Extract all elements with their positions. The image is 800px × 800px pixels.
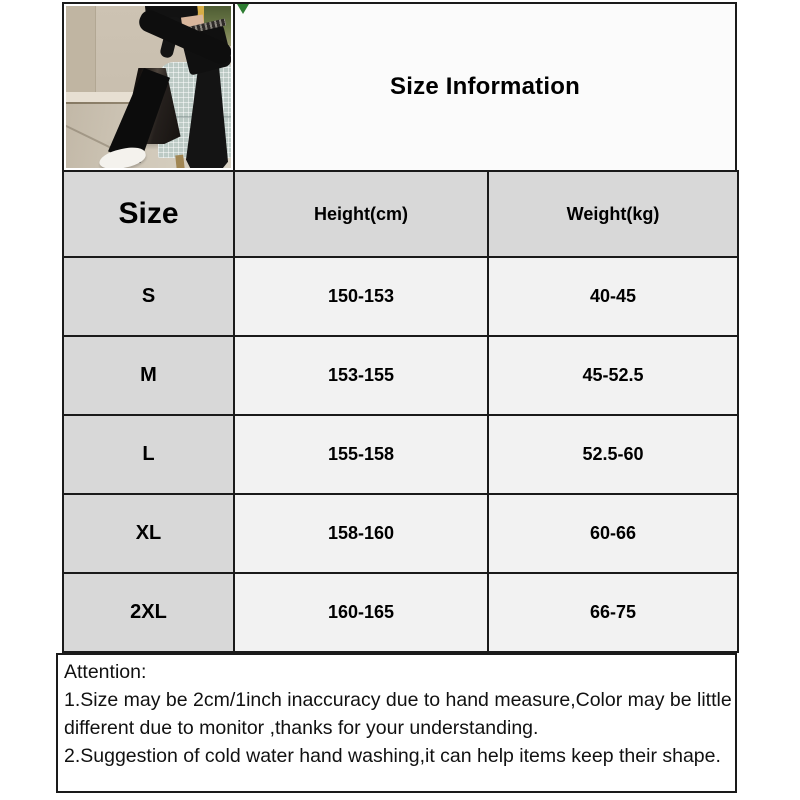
height-cell: 153-155 <box>234 336 488 415</box>
column-header-weight: Weight(kg) <box>488 171 738 257</box>
table-row-s <box>63 257 738 336</box>
weight-cell: 52.5-60 <box>488 415 738 494</box>
table-header-row <box>63 171 738 257</box>
product-photo <box>62 2 235 172</box>
size-cell: XL <box>63 494 234 573</box>
attention-box <box>56 653 737 793</box>
table-row-l <box>63 415 738 494</box>
size-cell: S <box>63 257 234 336</box>
page-title: Size Information <box>390 73 580 100</box>
weight-cell: 45-52.5 <box>488 336 738 415</box>
table-row-m <box>63 336 738 415</box>
size-cell: 2XL <box>63 573 234 652</box>
green-corner-triangle-icon <box>237 4 249 14</box>
weight-cell: 40-45 <box>488 257 738 336</box>
weight-cell: 66-75 <box>488 573 738 652</box>
attention-line: 2.Suggestion of cold water hand washing,it can help items keep their shape. <box>64 745 721 767</box>
column-header-size: Size <box>63 171 234 257</box>
attention-line: different due to monitor ,thanks for your understanding. <box>64 717 539 739</box>
table-row-xl <box>63 494 738 573</box>
table-row-2xl <box>63 573 738 652</box>
title-panel <box>233 2 737 172</box>
column-header-height: Height(cm) <box>234 171 488 257</box>
height-cell: 150-153 <box>234 257 488 336</box>
wall-panel <box>66 6 96 106</box>
weight-cell: 60-66 <box>488 494 738 573</box>
size-cell: L <box>63 415 234 494</box>
height-cell: 155-158 <box>234 415 488 494</box>
height-cell: 158-160 <box>234 494 488 573</box>
attention-line: 1.Size may be 2cm/1inch inaccuracy due to hand measure,Color may be little <box>64 689 732 711</box>
armchair-leg <box>175 155 185 168</box>
photo-scene <box>66 6 231 168</box>
attention-heading: Attention: <box>64 661 147 683</box>
height-cell: 160-165 <box>234 573 488 652</box>
size-cell: M <box>63 336 234 415</box>
size-table <box>62 170 739 653</box>
